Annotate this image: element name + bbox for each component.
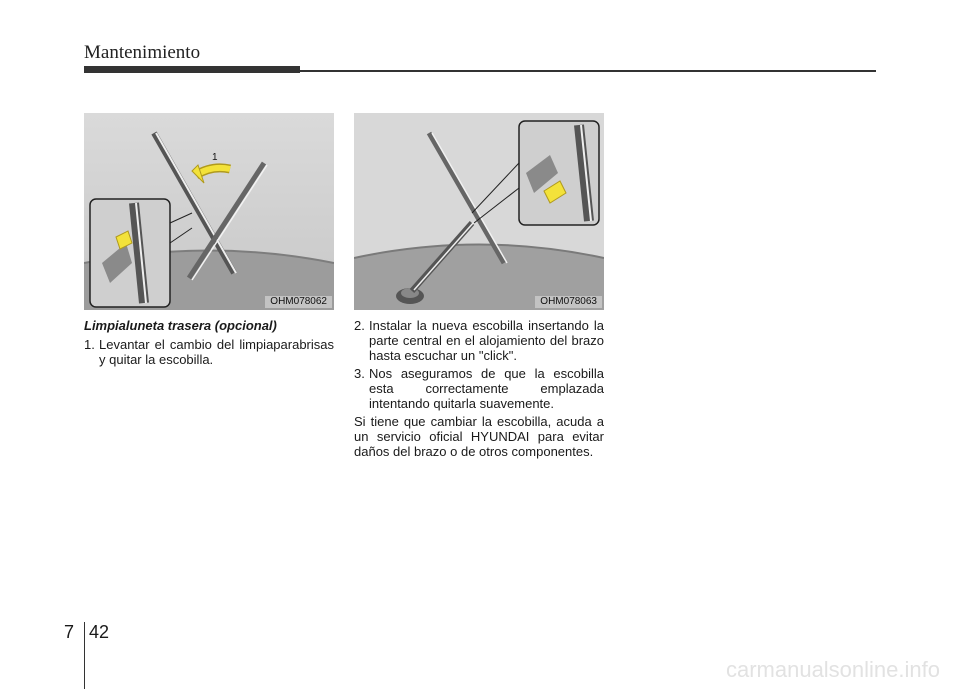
step-text: Instalar la nueva escobilla insertando la parte central en el alojamiento del brazo hasta escuchar un "click".: [369, 318, 604, 363]
figure-code-label: OHM078062: [265, 296, 332, 308]
figure-code-label: OHM078063: [535, 296, 602, 308]
step-1: [84, 337, 334, 367]
step-number: 2.: [354, 318, 365, 333]
service-note: Si tiene que cambiar la escobilla, acuda a un servicio oficial HYUNDAI para evitar daños del brazo o de otros componentes.: [354, 414, 604, 459]
step-text: Levantar el cambio del limpiaparabrisas y quitar la escobilla.: [99, 337, 334, 367]
left-text-column: [84, 318, 334, 370]
step-3: [354, 366, 604, 411]
wiper-install-illustration: [354, 113, 604, 310]
step-text: Nos aseguramos de que la escobilla esta correctamente emplazada intentando quitarla suavemente.: [369, 366, 604, 411]
step-number: 1.: [84, 337, 95, 352]
callout-number: 1: [212, 152, 218, 163]
page-number: 42: [89, 622, 110, 642]
figure-remove-wiper-blade: [84, 113, 334, 310]
section-title: Mantenimiento: [84, 42, 201, 63]
right-text-column: [354, 318, 604, 459]
header-rule-thin: [300, 70, 876, 72]
subsection-heading: Limpialuneta trasera (opcional): [84, 318, 277, 333]
chapter-number: 7: [64, 622, 75, 642]
header-rule-thick: [84, 66, 300, 73]
watermark: carmanualsonline.info: [725, 657, 940, 682]
footer-divider: [84, 622, 85, 689]
wiper-removal-illustration: [84, 113, 334, 310]
step-2: [354, 318, 604, 363]
step-number: 3.: [354, 366, 365, 381]
figure-install-wiper-blade: [354, 113, 604, 310]
